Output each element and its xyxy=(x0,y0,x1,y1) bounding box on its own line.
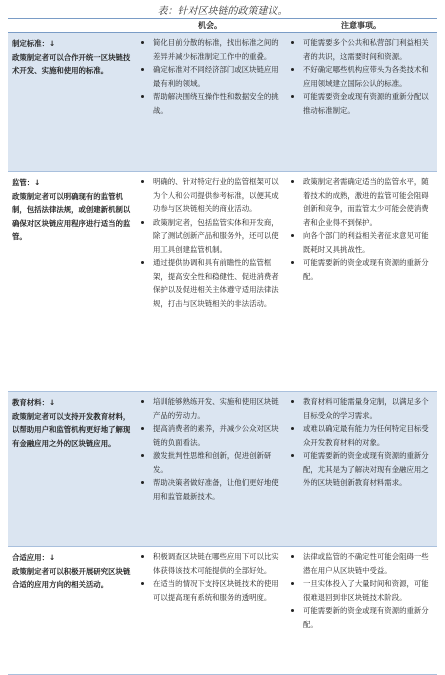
table-row xyxy=(8,33,437,172)
list-item: 一旦实体投入了大量时间和资源，可能很难退回到非区块链技术阶段。 xyxy=(285,577,433,604)
row-label-cell xyxy=(8,392,135,547)
header-considerations: 注意事项。 xyxy=(285,19,437,33)
list-item: 或难以确定最有能力为任何特定目标受众开发教育材料的对象。 xyxy=(285,422,433,449)
considerations-cell xyxy=(285,547,437,675)
table-caption xyxy=(0,2,445,17)
list-item: 可能需要资金或现有资源的重新分配以推动标准制定。 xyxy=(285,90,433,117)
list-item: 不好确定哪些机构应带头为各类技术和应用领域建立国际公认的标准。 xyxy=(285,63,433,90)
list-item: 向各个部门的利益相关者征求意见可能既耗时又具挑战性。 xyxy=(285,229,433,256)
list-item: 政策制定者，包括监管实体和开发商，除了测试创新产品和服务外，还可以使用工具创建监管机制。 xyxy=(135,216,281,257)
considerations-list xyxy=(285,547,437,633)
row-description: 政策制定者可以支持开发教育材料，以帮助用户和监管机构更好地了解现有金融应用之外的区块链应用。 xyxy=(12,411,131,448)
row-description: 政策制定者可以明确现有的监管机制，包括法律法规，或创建新机制以确保对区块链应用程序进行适当的监管。 xyxy=(12,191,131,241)
table-row xyxy=(8,547,437,675)
list-item: 简化目前分散的标准，找出标准之间的差异并减少标准制定工作中的重叠。 xyxy=(135,36,281,63)
list-item: 可能需要新的资金或现有资源的重新分配，尤其是为了解决对现有金融应用之外的区块链创新教育材料需求。 xyxy=(285,449,433,490)
opportunities-cell xyxy=(135,172,285,392)
header-row xyxy=(8,19,437,33)
row-description: 政策制定者可以合作开统一区块链技术开发、实施和使用的标准。 xyxy=(12,52,131,75)
opportunities-cell xyxy=(135,547,285,675)
list-item: 可能需要新的资金或现有资源的重新分配。 xyxy=(285,256,433,283)
list-item: 培训能够熟练开发、实施和使用区块链产品的劳动力。 xyxy=(135,395,281,422)
opportunities-list xyxy=(135,172,285,312)
row-title: 合适应用：↓ xyxy=(12,553,56,562)
list-item: 政策制定者需确定适当的监管水平，随着技术的成熟，激进的监管可能会阻碍创新和竞争，而监管太少可能会使消费者和企业得不到保护。 xyxy=(285,175,433,229)
list-item: 激发批判性思维和创新，促进创新研发。 xyxy=(135,449,281,476)
table-row xyxy=(8,172,437,392)
row-label-cell xyxy=(8,172,135,392)
list-item: 法律或监管的不确定性可能会阻碍一些潜在用户从区块链中受益。 xyxy=(285,550,433,577)
table-row xyxy=(8,392,437,547)
list-item: 提高消费者的素养，并减少公众对区块链的负面看法。 xyxy=(135,422,281,449)
opportunities-list xyxy=(135,547,285,606)
row-title: 教育材料：↓ xyxy=(12,398,56,407)
row-label-cell xyxy=(8,33,135,172)
list-item: 明确的、针对特定行业的监管框架可以为个人和公司提供参考标准，以便其成功参与区块链相关的商业活动。 xyxy=(135,175,281,216)
row-description: 政策制定者可以积极开展研究区块链合适的应用方向的相关活动。 xyxy=(12,566,131,589)
opportunities-cell xyxy=(135,33,285,172)
row-title: 制定标准：↓ xyxy=(12,39,56,48)
opportunities-list xyxy=(135,33,285,119)
list-item: 确定标准对不同经济部门或区块链应用最有利的领域。 xyxy=(135,63,281,90)
considerations-cell xyxy=(285,172,437,392)
considerations-list xyxy=(285,33,437,119)
list-item: 可能需要新的资金或现有资源的重新分配。 xyxy=(285,604,433,631)
header-opportunities: 机会。 xyxy=(135,19,285,33)
list-item: 帮助解决围绕互操作性和数据安全的挑战。 xyxy=(135,90,281,117)
list-item: 可能需要多个公共和私营部门利益相关者的共识，这需要时间和资源。 xyxy=(285,36,433,63)
considerations-list xyxy=(285,172,437,285)
list-item: 积极调查区块链在哪些应用下可以比实体获得该技术可能提供的全部好处。 xyxy=(135,550,281,577)
header-empty xyxy=(8,19,135,33)
list-item: 教育材料可能需量身定制，以满足多个目标受众的学习需求。 xyxy=(285,395,433,422)
list-item: 在适当的情况下支持区块链技术的使用可以提高现有系统和服务的透明度。 xyxy=(135,577,281,604)
list-item: 通过提供协调和具有前瞻性的监管框架，提高安全性和稳健性、促进消费者保护以及促进相关主体遵守适用法律法规，打击与区块链相关的非法活动。 xyxy=(135,256,281,310)
caption-text: 表：针对区块链的政策建议。 xyxy=(157,6,288,17)
considerations-cell xyxy=(285,392,437,547)
list-item: 帮助决策者做好准备，让他们更好地使用和监管最新技术。 xyxy=(135,476,281,503)
opportunities-list xyxy=(135,392,285,505)
considerations-list xyxy=(285,392,437,492)
row-label-cell xyxy=(8,547,135,675)
row-title: 监管：↓ xyxy=(12,178,41,187)
policy-table xyxy=(8,18,437,675)
opportunities-cell xyxy=(135,392,285,547)
considerations-cell xyxy=(285,33,437,172)
